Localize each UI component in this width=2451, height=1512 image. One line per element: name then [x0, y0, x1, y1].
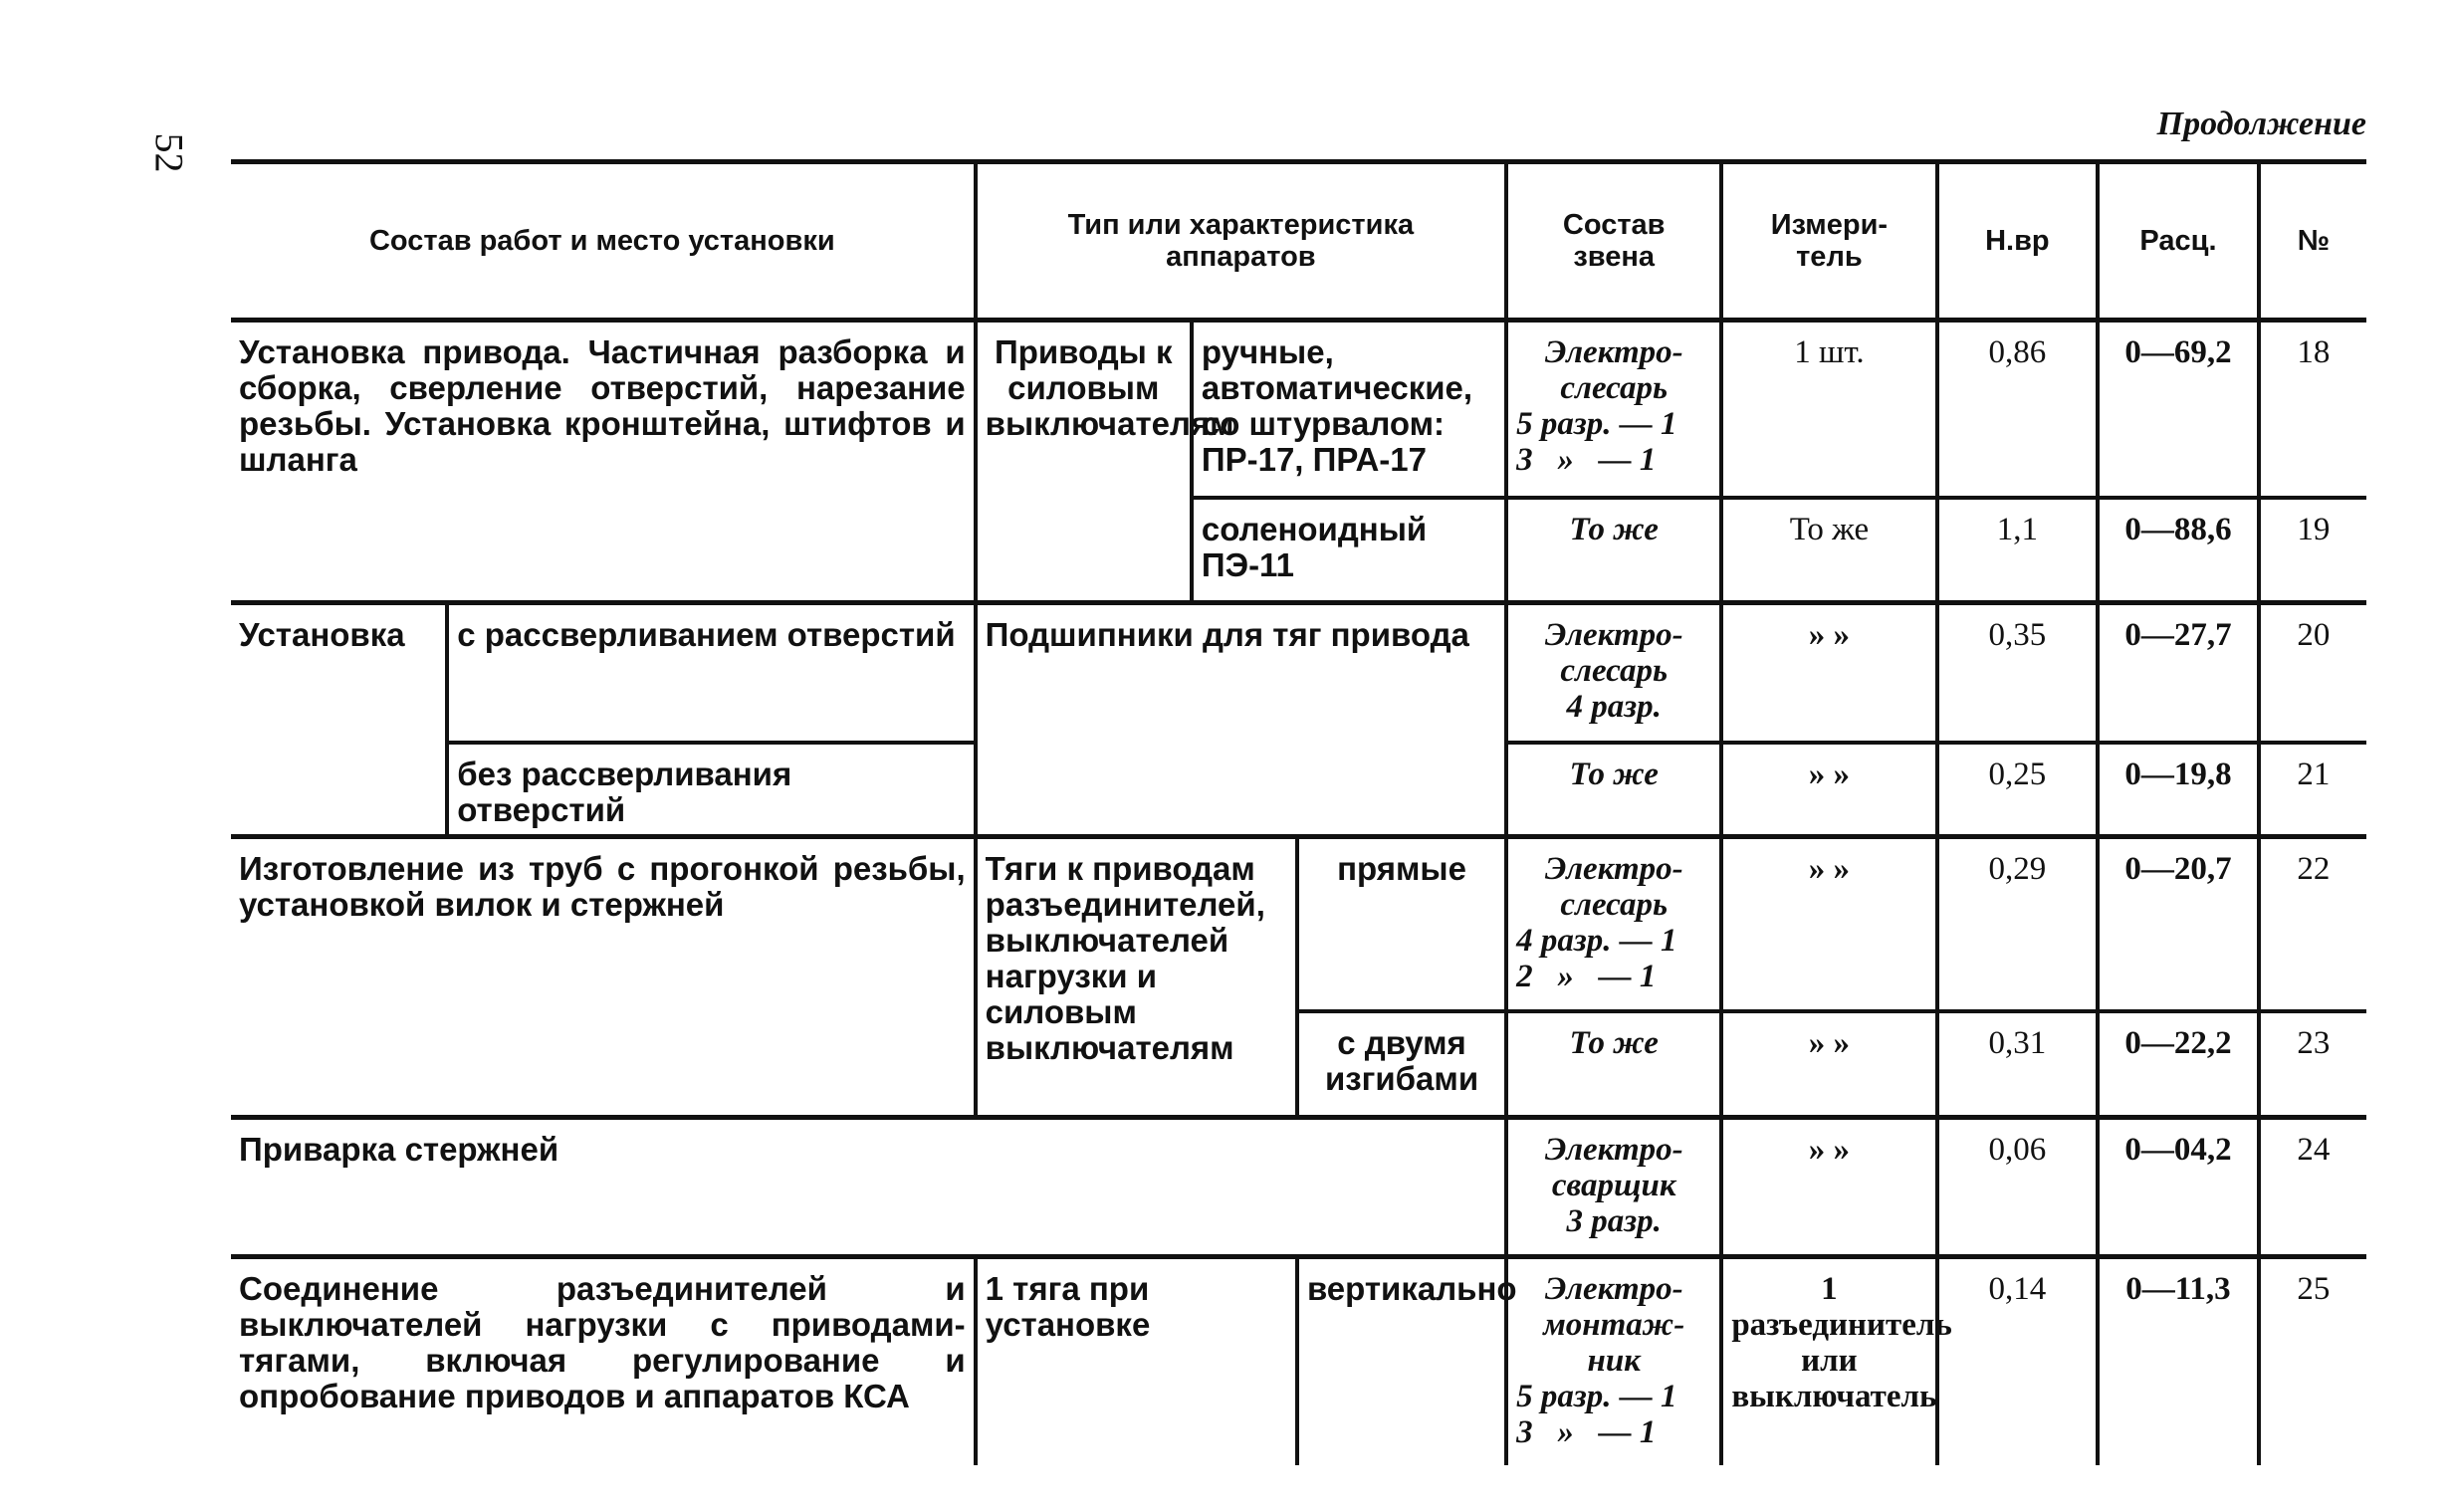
measure-unit: » » [1721, 836, 1936, 1011]
measure-unit: 1 шт. [1721, 321, 1936, 498]
table-row [231, 1117, 2366, 1256]
apparatus-type: Подшипники для тяг привода [976, 603, 1506, 837]
crew-line: 4 разр. — 1 [1516, 922, 1677, 959]
table-row [231, 603, 2366, 743]
crew-composition [1506, 603, 1721, 743]
crew-line: слесарь [1560, 370, 1669, 406]
crew-line: 5 разр. — 1 [1516, 1378, 1677, 1414]
work-description: Приварка стержней [231, 1117, 1506, 1256]
crew-line: 3 » — 1 [1516, 442, 1657, 478]
measure-unit: 1 разъединитель или выключатель [1721, 1256, 1936, 1465]
apparatus-subtype: прямые [1297, 836, 1506, 1011]
norm-time: 0,06 [1937, 1117, 2099, 1256]
table-row [231, 321, 2366, 498]
continuation-label: Продолжение [2156, 106, 2366, 142]
header-type-line2: аппаратов [1166, 241, 1316, 273]
header-work: Состав работ и место установки [231, 162, 976, 321]
header-number: № [2259, 162, 2366, 321]
apparatus-type: Приводы к силовым выключателям [976, 321, 1192, 603]
norm-time: 0,25 [1937, 743, 2099, 837]
norm-time: 0,31 [1937, 1011, 2099, 1117]
row-number: 19 [2259, 498, 2366, 603]
crew-composition [1506, 836, 1721, 1011]
header-crew-line1: Состав [1562, 209, 1666, 241]
crew-line: 2 » — 1 [1516, 958, 1657, 994]
page-number: 52 [146, 132, 192, 173]
crew-line: Электро- [1544, 850, 1683, 887]
crew-composition [1506, 1256, 1721, 1465]
norm-time: 0,29 [1937, 836, 2099, 1011]
row-number: 24 [2259, 1117, 2366, 1256]
crew-line: ник [1587, 1342, 1641, 1379]
work-subdescription: с рассверливанием отверстий [447, 603, 975, 743]
rate-value: 0—20,7 [2098, 836, 2259, 1011]
crew-line: 5 разр. — 1 [1516, 406, 1677, 442]
crew-line: слесарь [1560, 886, 1669, 923]
norm-time: 1,1 [1937, 498, 2099, 603]
rate-value: 0—22,2 [2098, 1011, 2259, 1117]
apparatus-subtype: ручные, автоматические, со штурвалом: ПР-17, ПРА-17 [1192, 321, 1506, 498]
crew-composition: То же [1506, 498, 1721, 603]
row-number: 18 [2259, 321, 2366, 498]
crew-composition [1506, 1117, 1721, 1256]
rate-value: 0—04,2 [2098, 1117, 2259, 1256]
header-type-line1: Тип или характеристика [1067, 209, 1415, 241]
crew-line: 3 разр. [1566, 1202, 1662, 1239]
crew-line: Электро- [1544, 1270, 1683, 1307]
crew-line: Электро- [1544, 617, 1683, 653]
crew-composition: То же [1506, 743, 1721, 837]
header-crew-line2: звена [1573, 241, 1656, 273]
row-number: 25 [2259, 1256, 2366, 1465]
header-norm: Н.вр [1937, 162, 2099, 321]
work-description: Изготовление из труб с прогонкой резьбы, установкой вилок и стержней [231, 836, 976, 1117]
apparatus-subtype: вертикально [1297, 1256, 1506, 1465]
crew-composition: То же [1506, 1011, 1721, 1117]
rate-value: 0—11,3 [2098, 1256, 2259, 1465]
row-number: 22 [2259, 836, 2366, 1011]
measure-unit: » » [1721, 1117, 1936, 1256]
norm-time: 0,14 [1937, 1256, 2099, 1465]
measure-unit: » » [1721, 743, 1936, 837]
crew-composition [1506, 321, 1721, 498]
work-description: Установка [231, 603, 447, 837]
header-type [976, 162, 1506, 321]
norms-table [231, 159, 2366, 1465]
row-number: 23 [2259, 1011, 2366, 1117]
apparatus-subtype: соленоидный ПЭ-11 [1192, 498, 1506, 603]
row-number: 21 [2259, 743, 2366, 837]
table-row [231, 836, 2366, 1011]
work-description: Соединение разъединителей и выключателей нагрузки с приводами-тягами, включая регулирование и опробование приводов и аппаратов КСА [231, 1256, 976, 1465]
measure-unit: » » [1721, 603, 1936, 743]
crew-line: 4 разр. [1566, 689, 1662, 725]
crew-line: сварщик [1551, 1167, 1676, 1203]
table-header-row [231, 162, 2366, 321]
norm-time: 0,86 [1937, 321, 2099, 498]
header-measure-line2: тель [1796, 241, 1863, 273]
table-row [231, 1256, 2366, 1465]
header-measure [1721, 162, 1936, 321]
crew-line: монтаж- [1543, 1306, 1685, 1343]
work-description: Установка привода. Частичная разборка и сборка, сверление отверстий, нарезание резьбы. Установка кронштейна, штифтов и шланга [231, 321, 976, 603]
crew-line: Электро- [1544, 334, 1683, 370]
apparatus-type: Тяги к приводам разъединителей, выключателей нагрузки и силовым выключателям [976, 836, 1297, 1117]
apparatus-type: 1 тяга при установке [976, 1256, 1297, 1465]
rate-value: 0—69,2 [2098, 321, 2259, 498]
apparatus-subtype: с двумя изгибами [1297, 1011, 1506, 1117]
measure-unit: То же [1721, 498, 1936, 603]
row-number: 20 [2259, 603, 2366, 743]
rate-value: 0—27,7 [2098, 603, 2259, 743]
header-measure-line1: Измери- [1770, 209, 1889, 241]
rate-value: 0—19,8 [2098, 743, 2259, 837]
measure-unit: » » [1721, 1011, 1936, 1117]
crew-line: 3 » — 1 [1516, 1413, 1657, 1450]
header-crew [1506, 162, 1721, 321]
work-subdescription: без рассверливания отверстий [447, 743, 975, 837]
crew-line: слесарь [1560, 653, 1669, 689]
norm-time: 0,35 [1937, 603, 2099, 743]
rate-value: 0—88,6 [2098, 498, 2259, 603]
crew-line: Электро- [1544, 1131, 1683, 1168]
header-rate: Расц. [2098, 162, 2259, 321]
